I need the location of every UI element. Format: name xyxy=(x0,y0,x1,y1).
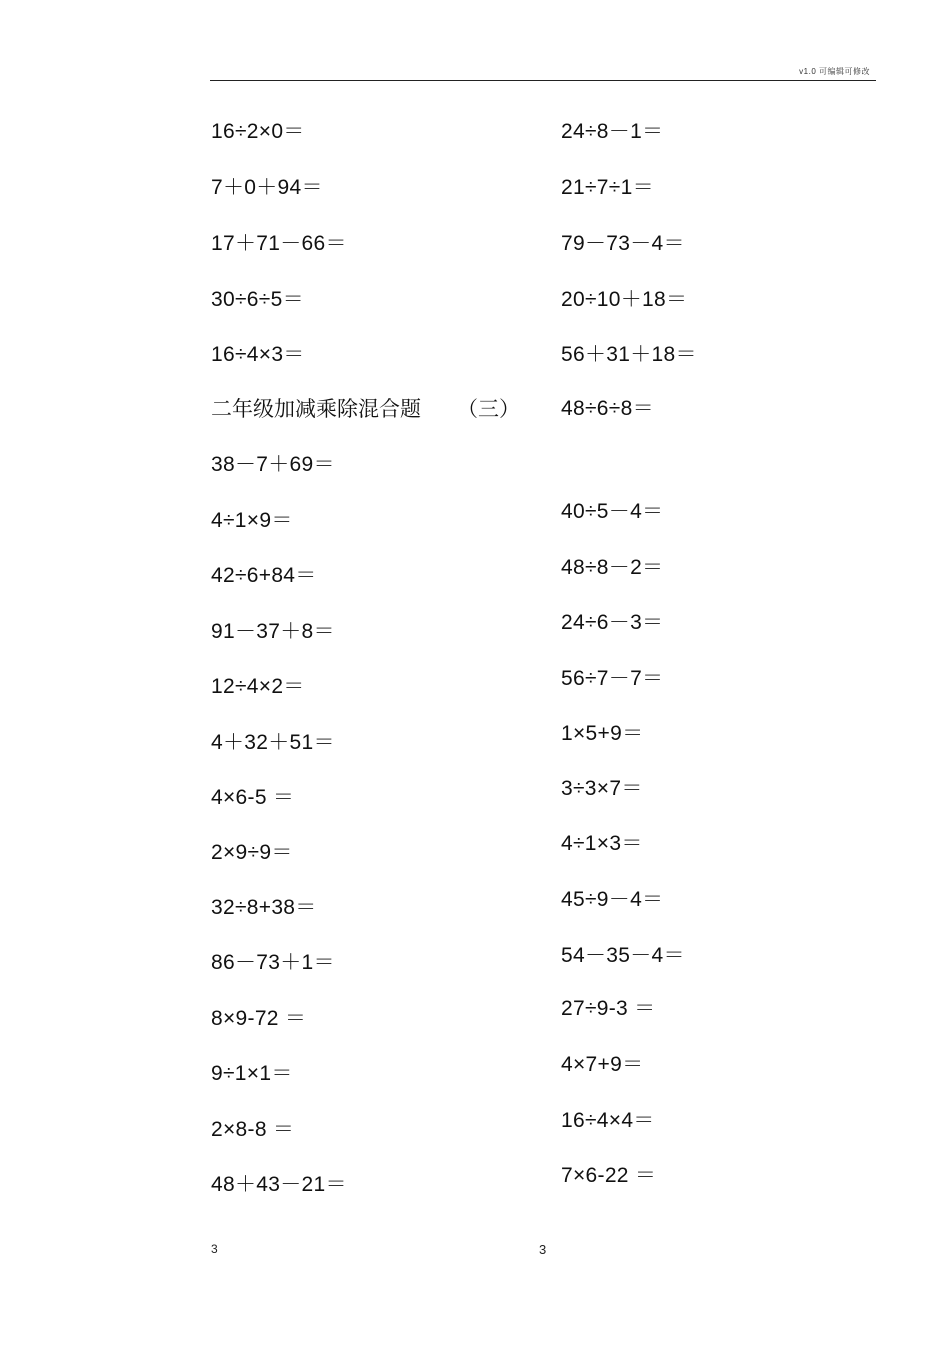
left-problem-16: 8×9-72 ＝ xyxy=(211,1007,307,1030)
right-problem-14: 45÷9－4＝ xyxy=(561,888,664,911)
left-problem-2: 7＋0＋94＝ xyxy=(211,176,323,199)
left-problem-14: 32÷8+38＝ xyxy=(211,896,317,919)
right-problem-3: 79－73－4＝ xyxy=(561,232,685,255)
left-problem-5: 16÷4×3＝ xyxy=(211,343,305,366)
page-number-right: 3 xyxy=(539,1242,547,1257)
right-problem-2: 21÷7÷1＝ xyxy=(561,176,654,199)
section-title xyxy=(211,395,520,423)
right-problem-1: 24÷8－1＝ xyxy=(561,120,664,143)
right-problem-19: 7×6-22 ＝ xyxy=(561,1164,657,1187)
right-problem-9: 24÷6－3＝ xyxy=(561,611,664,634)
right-problem-17: 4×7+9＝ xyxy=(561,1053,644,1076)
right-problem-4: 20÷10＋18＝ xyxy=(561,288,688,311)
right-problem-8: 48÷8－2＝ xyxy=(561,556,664,579)
section-title-number: （三） xyxy=(457,397,520,421)
right-problem-18: 16÷4×4＝ xyxy=(561,1109,655,1132)
left-problem-3: 17＋71－66＝ xyxy=(211,232,347,255)
page-number-left: 3 xyxy=(211,1242,218,1256)
left-problem-13: 2×9÷9＝ xyxy=(211,841,293,864)
header-rule xyxy=(210,80,876,81)
section-title-text: 二年级加减乘除混合题 xyxy=(211,397,421,421)
left-problem-12: 4×6-5 ＝ xyxy=(211,786,295,809)
header-note: v1.0 可编辑可修改 xyxy=(799,67,870,76)
right-problem-5: 56＋31＋18＝ xyxy=(561,343,697,366)
right-problem-10: 56÷7－7＝ xyxy=(561,667,664,690)
left-problem-11: 4＋32＋51＝ xyxy=(211,731,335,754)
right-problem-11: 1×5+9＝ xyxy=(561,722,644,745)
left-problem-19: 48＋43－21＝ xyxy=(211,1173,347,1196)
right-problem-15: 54－35－4＝ xyxy=(561,944,685,967)
left-problem-17: 9÷1×1＝ xyxy=(211,1062,293,1085)
left-problem-7: 4÷1×9＝ xyxy=(211,509,293,532)
right-problem-13: 4÷1×3＝ xyxy=(561,832,643,855)
left-problem-15: 86－73＋1＝ xyxy=(211,951,335,974)
left-problem-1: 16÷2×0＝ xyxy=(211,120,305,143)
right-problem-16: 27÷9-3 ＝ xyxy=(561,997,656,1020)
left-problem-4: 30÷6÷5＝ xyxy=(211,288,304,311)
left-problem-8: 42÷6+84＝ xyxy=(211,564,317,587)
right-problem-7: 40÷5－4＝ xyxy=(561,500,664,523)
left-problem-9: 91－37＋8＝ xyxy=(211,620,335,643)
right-problem-12: 3÷3×7＝ xyxy=(561,777,643,800)
right-problem-6: 48÷6÷8＝ xyxy=(561,397,654,420)
left-problem-18: 2×8-8 ＝ xyxy=(211,1118,295,1141)
left-problem-6: 38－7＋69＝ xyxy=(211,453,335,476)
left-problem-10: 12÷4×2＝ xyxy=(211,675,305,698)
